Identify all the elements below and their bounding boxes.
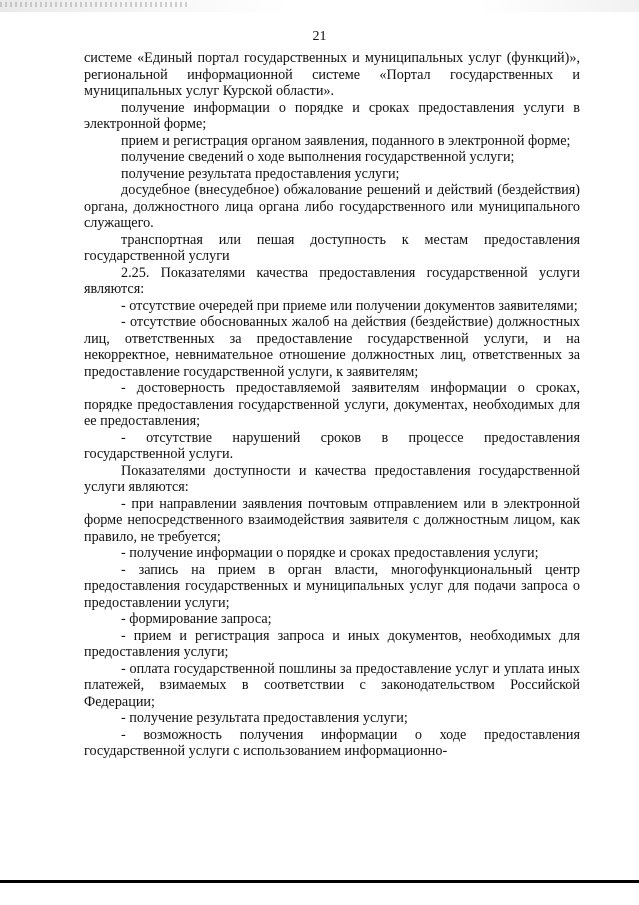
list-item: - при направлении заявления почтовым отправлением или в электронной форме непосредственного взаимодействия заявителя с должностным лицом, как правило, не требуется; xyxy=(84,495,580,545)
list-item: - оплата государственной пошлины за предоставление услуг и уплата иных платежей, взимаемых в соответствии с законодательством Российской Федерации; xyxy=(84,660,580,710)
paragraph: прием и регистрация органом заявления, поданного в электронной форме; xyxy=(121,132,571,149)
page-number: 21 xyxy=(312,29,327,44)
scan-bottom-edge xyxy=(0,880,639,883)
paragraph: транспортная или пешая доступность к местам предоставления государственной услуги xyxy=(84,231,580,264)
paragraph: получение информации о порядке и сроках предоставления услуги в электронной форме; xyxy=(84,99,580,132)
list-item: - получение результата предоставления услуги; xyxy=(121,710,408,726)
section-heading-paragraph: 2.25. Показателями качества предоставления государственной услуги являются: xyxy=(84,264,580,297)
list-item: - получение информации о порядке и сроках предоставления услуги; xyxy=(121,545,539,561)
list-item: - возможность получения информации о ходе предоставления государственной услуги с использованием информационно- xyxy=(84,726,580,759)
list-item: - формирование запроса; xyxy=(121,611,272,627)
list-item: - достоверность предоставляемой заявителям информации о сроках, порядке предоставления государственной услуги, документах, необходимых для ее предоставления; xyxy=(84,380,580,429)
document-body xyxy=(84,50,580,760)
paragraph: Показателями доступности и качества предоставления государственной услуги являются: xyxy=(84,462,580,495)
scan-noise-artifact xyxy=(0,2,190,7)
list-item: - запись на прием в орган власти, многофункциональный центр предоставления государственных и муниципальных услуг для подачи запроса о предоставлении услуги; xyxy=(84,561,580,611)
paragraph: досудебное (внесудебное) обжалование решений и действий (бездействия) органа, должностного лица органа либо государственного или муниципального служащего. xyxy=(84,182,580,231)
list-item: - отсутствие обоснованных жалоб на действия (бездействие) должностных лиц, ответственных за предоставление государственной услуги, и на некорректное, невнимательное отношение должностных лиц, ответственных за предоставление государственной услуги, к заявителям; xyxy=(84,314,580,380)
list-item: - отсутствие нарушений сроков в процессе предоставления государственной услуги. xyxy=(84,429,580,462)
paragraph: получение сведений о ходе выполнения государственной услуги; xyxy=(121,149,515,165)
paragraph: получение результата предоставления услуги; xyxy=(121,165,400,182)
paragraph: системе «Единый портал государственных и муниципальных услуг (функций)», региональной информационной системе «Портал государственных и муниципальных услуг Курской области». xyxy=(84,50,580,99)
list-item: - прием и регистрация запроса и иных документов, необходимых для предоставления услуги; xyxy=(84,627,580,660)
list-item: - отсутствие очередей при приеме или получении документов заявителями; xyxy=(121,297,578,314)
